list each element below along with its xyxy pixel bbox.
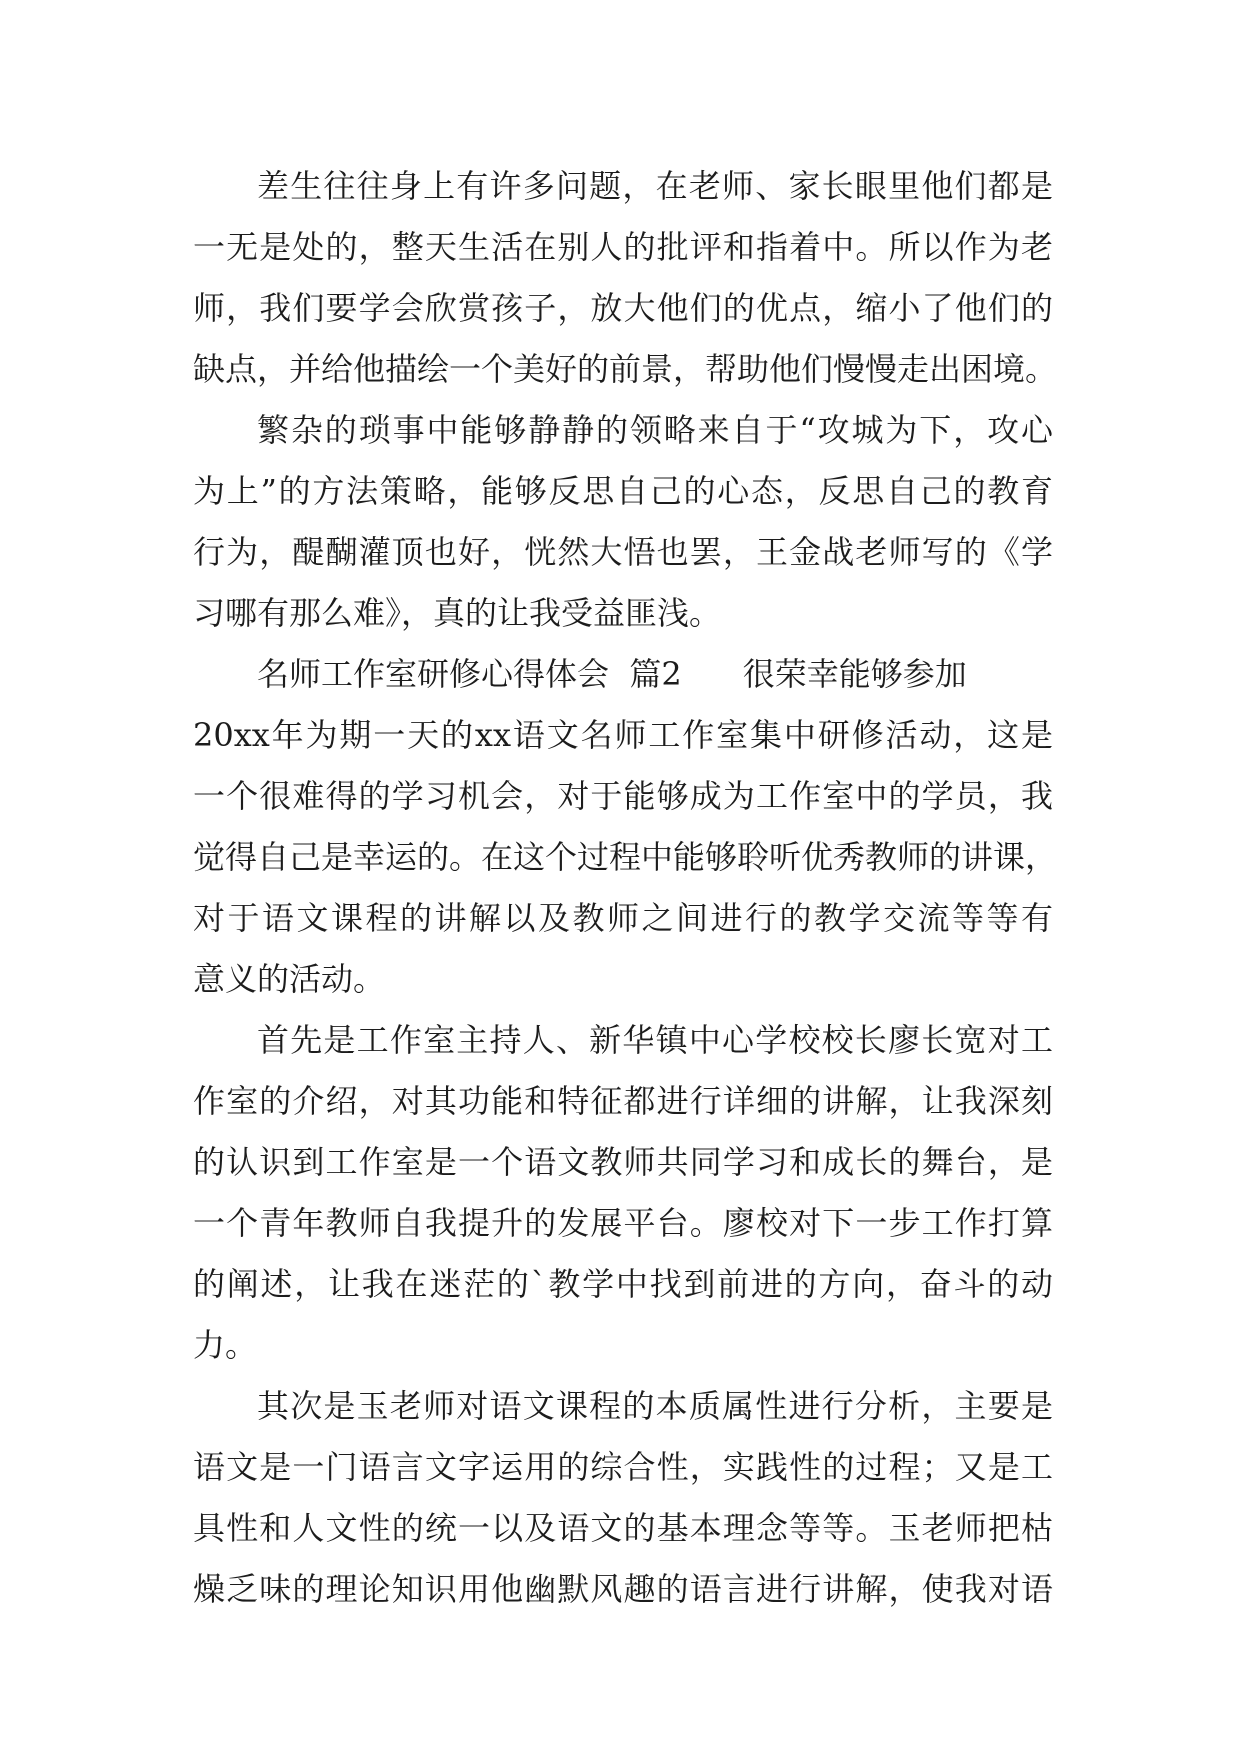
text-line: 具性和人文性的统一以及语文的基本理念等等。玉老师把枯	[193, 1509, 1053, 1547]
text-line: 的认识到工作室是一个语文教师共同学习和成长的舞台，是	[193, 1143, 1053, 1181]
text-line: 一个青年教师自我提升的发展平台。廖校对下一步工作打算	[193, 1204, 1053, 1242]
text-line: 习哪有那么难》，真的让我受益匪浅。	[193, 594, 722, 632]
paragraph-5	[193, 1376, 1053, 1620]
text-line: 对于语文课程的讲解以及教师之间进行的教学交流等等有	[193, 899, 1053, 937]
paragraph-1	[193, 156, 1058, 400]
paragraph-4	[193, 1010, 1053, 1376]
text-line: 行为，醍醐灌顶也好，恍然大悟也罢，王金战老师写的《学	[193, 533, 1053, 571]
text-line: 为上”的方法策略，能够反思自己的心态，反思自己的教育	[193, 472, 1053, 510]
text-line: 首先是工作室主持人、新华镇中心学校校长廖长宽对工	[257, 1021, 1053, 1059]
text-line: 繁杂的琐事中能够静静的领略来自于“攻城为下，攻心	[257, 411, 1053, 449]
paragraph-2	[193, 400, 1053, 644]
text-line: 师，我们要学会欣赏孩子，放大他们的优点，缩小了他们的	[193, 289, 1053, 327]
document-body	[193, 156, 1058, 1620]
text-line: 缺点，并给他描绘一个美好的前景，帮助他们慢慢走出困境。	[193, 350, 1058, 388]
text-line: 其次是玉老师对语文课程的本质属性进行分析，主要是	[257, 1387, 1053, 1425]
section-heading-line: 名师工作室研修心得体会 篇2 很荣幸能够参加	[257, 655, 967, 693]
text-line: 力。	[193, 1326, 258, 1364]
text-line: 一无是处的，整天生活在别人的批评和指着中。所以作为老	[193, 228, 1053, 266]
text-line: 作室的介绍，对其功能和特征都进行详细的讲解，让我深刻	[193, 1082, 1053, 1120]
text-line: 20xx年为期一天的xx语文名师工作室集中研修活动，这是	[193, 716, 1053, 754]
text-line: 差生往往身上有许多问题，在老师、家长眼里他们都是	[257, 167, 1053, 205]
text-line: 意义的活动。	[193, 960, 386, 998]
text-line: 语文是一门语言文字运用的综合性，实践性的过程；又是工	[193, 1448, 1053, 1486]
text-line: 的阐述，让我在迷茫的`教学中找到前进的方向，奋斗的动	[193, 1265, 1053, 1303]
paragraph-3	[193, 644, 1058, 1010]
text-line: 燥乏味的理论知识用他幽默风趣的语言进行讲解，使我对语	[193, 1570, 1053, 1608]
text-line: 觉得自己是幸运的。在这个过程中能够聆听优秀教师的讲课，	[193, 838, 1058, 876]
text-line: 一个很难得的学习机会，对于能够成为工作室中的学员，我	[193, 777, 1053, 815]
